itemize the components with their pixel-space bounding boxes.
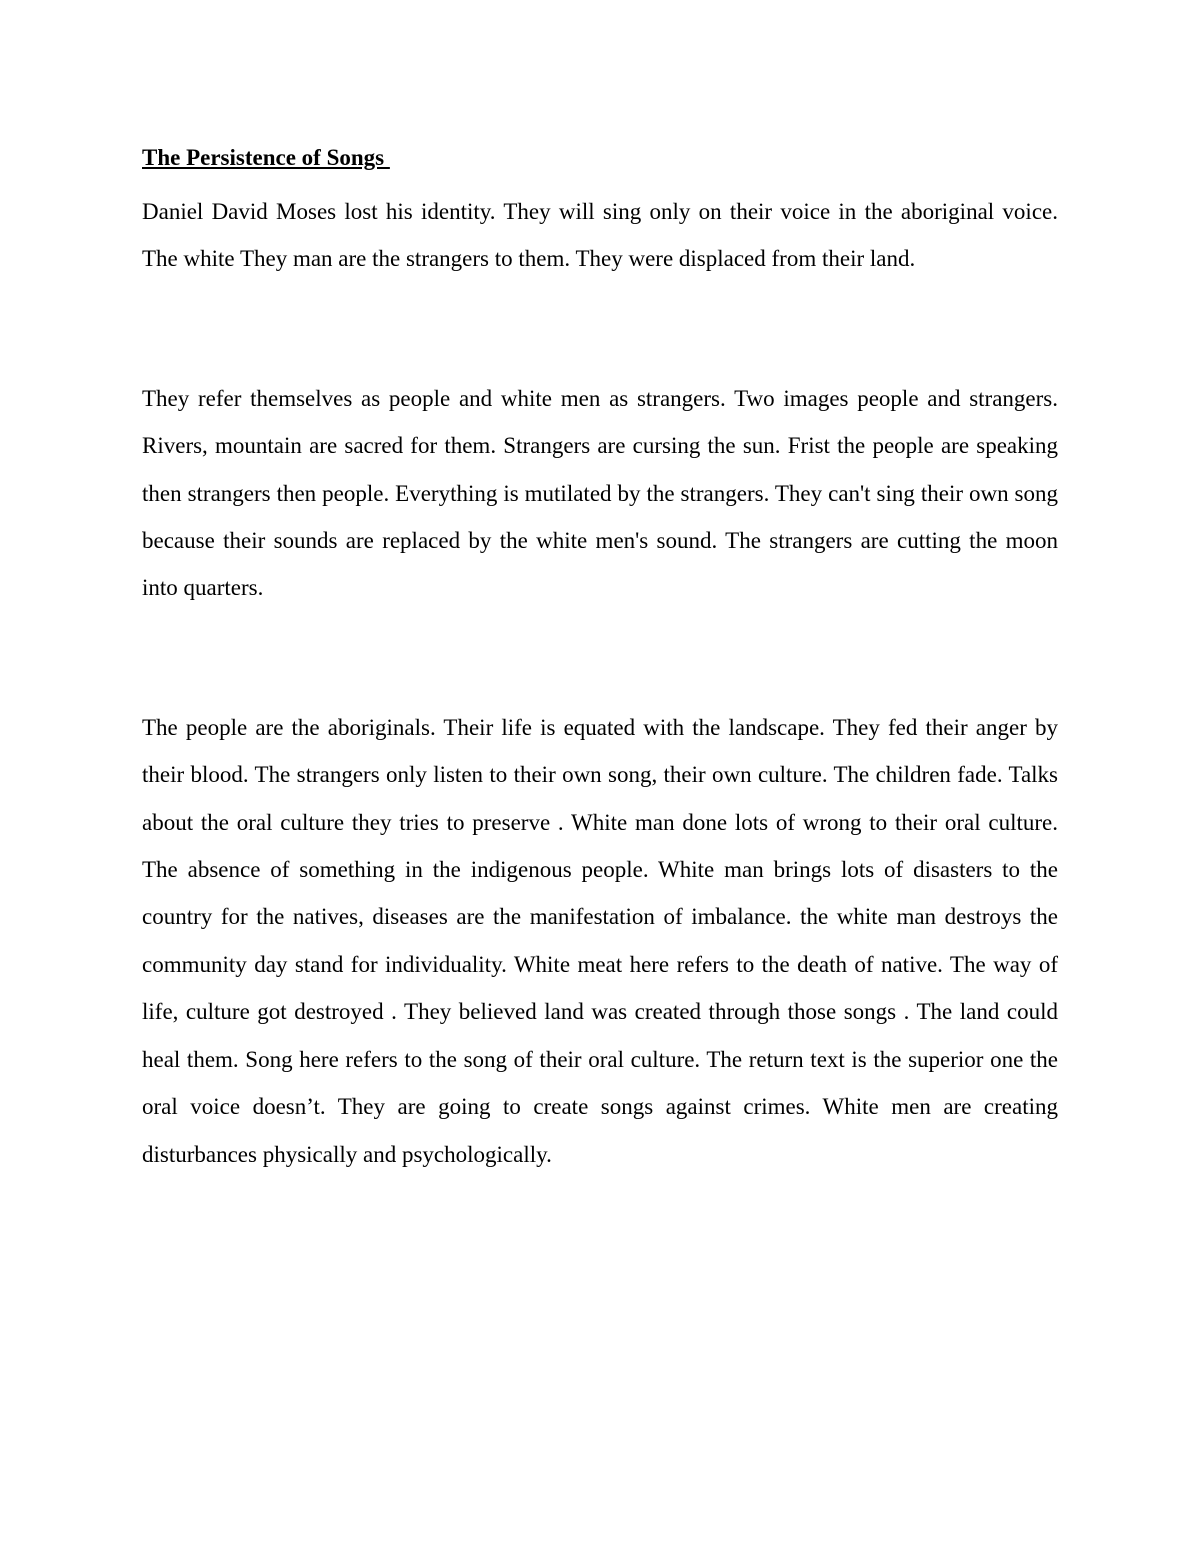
- document-body: [142, 142, 1058, 1178]
- paragraph-spacer: [142, 283, 1058, 375]
- paragraph-1: Daniel David Moses lost his identity. They will sing only on their voice in the aboriginal voice. The white They man are the strangers to them. They were displaced from their land.: [142, 199, 1058, 272]
- document-title: The Persistence of Songs: [142, 145, 390, 170]
- paragraph-spacer: [142, 612, 1058, 704]
- paragraph-2: They refer themselves as people and white men as strangers. Two images people and strangers. Rivers, mountain are sacred for them. Strangers are cursing the sun. Frist the people are speaking then strangers then people. Everything is mutilated by the strangers. They can't sing their own song because their sounds are replaced by the white men's sound. The strangers are cutting the moon into quarters.: [142, 385, 1058, 601]
- paragraph-3: The people are the aboriginals. Their life is equated with the landscape. They fed their anger by their blood. The strangers only listen to their own song, their own culture. The children fade. Talks about the oral culture they tries to preserve . White man done lots of wrong to their oral culture. The absence of something in the indigenous people. White man brings lots of disasters to the country for the natives, diseases are the manifestation of imbalance. the white man destroys the community day stand for individuality. White meat here refers to the death of native. The way of life, culture got destroyed . They believed land was created through those songs . The land could heal them. Song here refers to the song of their oral culture. The return text is the superior one the oral voice doesn’t. They are going to create songs against crimes. White men are creating disturbances physically and psychologically.: [142, 714, 1058, 1167]
